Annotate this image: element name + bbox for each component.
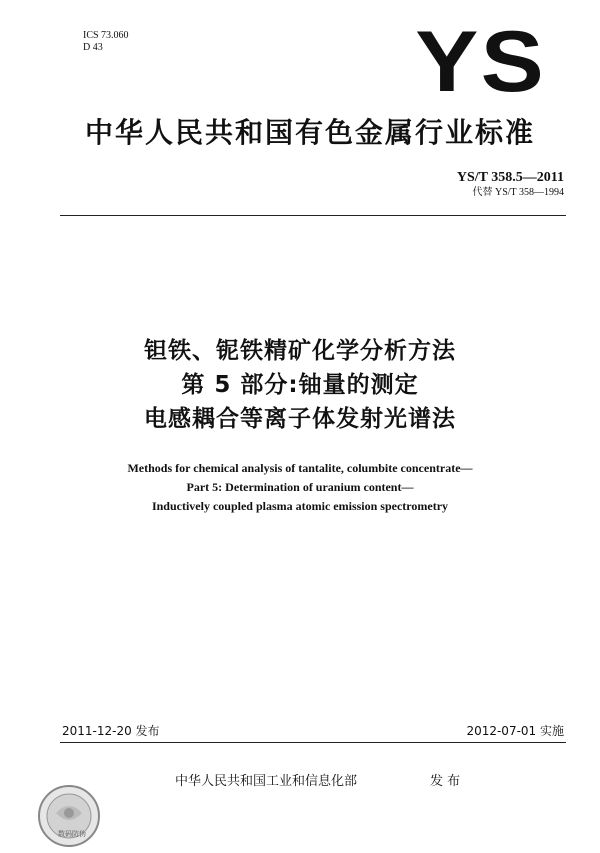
anti-counterfeit-seal-icon xyxy=(36,783,102,849)
classification-code: D 43 xyxy=(83,42,103,53)
publish-label: 发 布 xyxy=(430,774,461,789)
publisher-name: 中华人民共和国工业和信息化部 xyxy=(175,774,358,789)
standard-code: YS/T 358.5—2011 xyxy=(456,170,564,185)
english-title-line-1: Methods for chemical analysis of tantalite, columbite concentrate— xyxy=(127,461,473,475)
english-title-line-3: Inductively coupled plasma atomic emission spectrometry xyxy=(151,499,449,513)
english-title-line-2: Part 5: Determination of uranium content— xyxy=(186,480,414,494)
standard-category-title: 中华人民共和国有色金属行业标准 xyxy=(84,116,535,149)
chinese-title-line-1: 钽铁、铌铁精矿化学分析方法 xyxy=(144,338,456,364)
seal-label: 数码防伪 xyxy=(58,830,86,838)
chinese-title-line-2: 第 5 部分:铀量的测定 xyxy=(181,372,419,398)
ics-code: ICS 73.060 xyxy=(83,30,129,41)
issue-date: 2011-12-20 发布 xyxy=(62,724,160,738)
ys-logo: YS xyxy=(415,14,546,110)
replaced-standard: 代替 YS/T 358—1994 xyxy=(472,187,564,198)
chinese-title-line-3: 电感耦合等离子体发射光谱法 xyxy=(144,406,456,432)
header-divider xyxy=(60,215,566,216)
footer-divider xyxy=(60,742,566,743)
implementation-date: 2012-07-01 实施 xyxy=(466,724,564,738)
